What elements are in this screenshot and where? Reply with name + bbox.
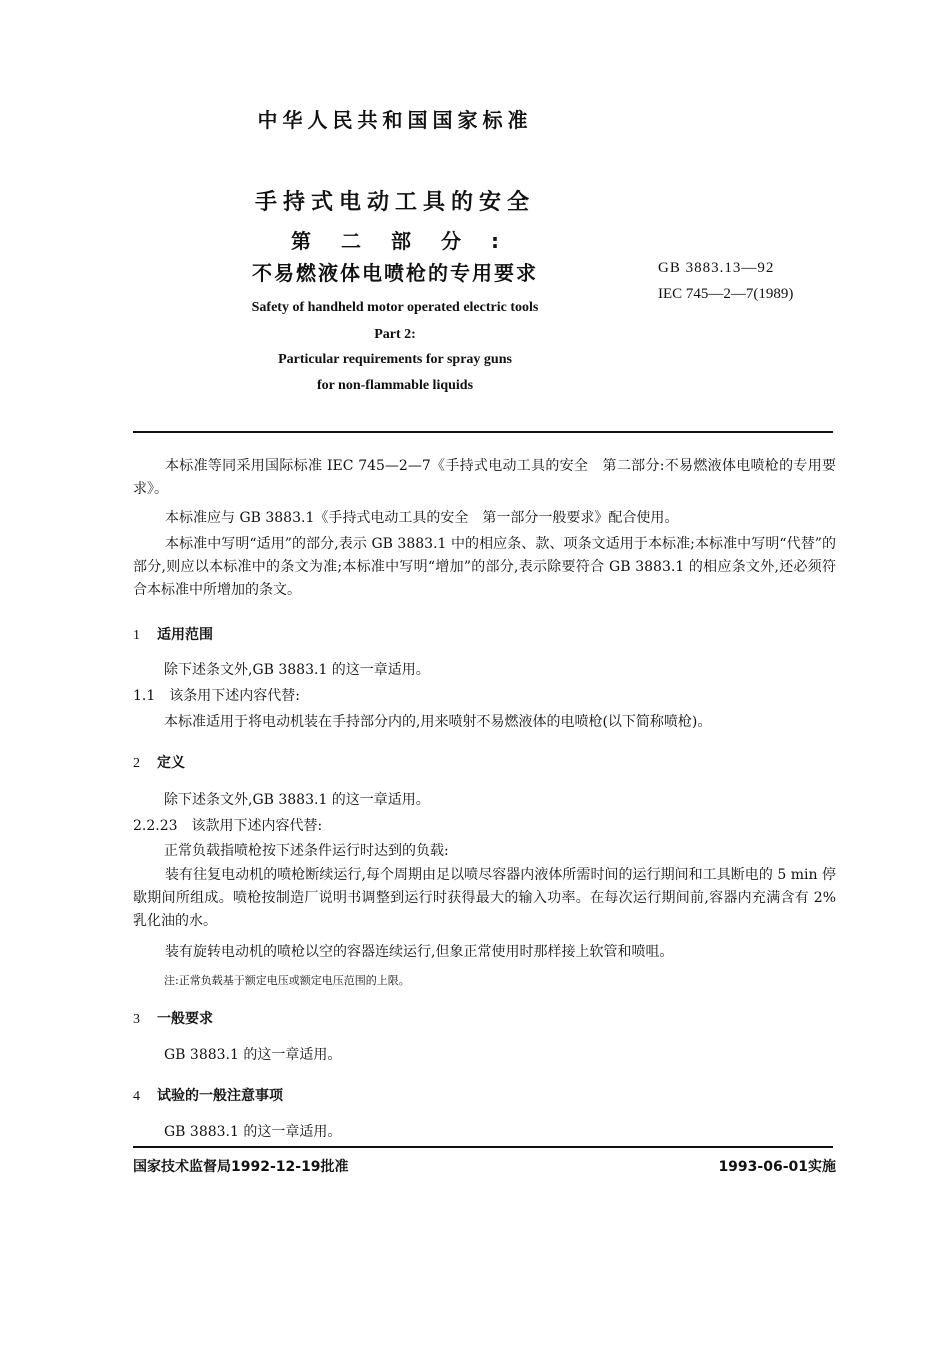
section-1-heading xyxy=(133,624,213,644)
bottom-divider xyxy=(133,1146,833,1148)
section-3-text: GB 3883.1 的这一章适用。 xyxy=(164,1047,342,1063)
section-number: 2 xyxy=(133,756,140,771)
section-1-text: 除下述条文外,GB 3883.1 的这一章适用。 xyxy=(164,662,430,678)
clause-2-2-23-label: 2.2.23 该款用下述内容代替: xyxy=(133,818,323,834)
section-title: 定义 xyxy=(157,755,185,771)
section-4-heading xyxy=(133,1085,283,1105)
top-divider xyxy=(133,431,833,433)
section-title: 适用范围 xyxy=(157,627,213,643)
title-line-3: 不易燃液体电喷枪的专用要求 xyxy=(252,261,538,285)
english-title-line-2: Part 2: xyxy=(374,327,416,342)
approval-date: 国家技术监督局1992-12-19批准 xyxy=(133,1159,349,1175)
title-line-1: 手持式电动工具的安全 xyxy=(254,190,535,215)
clause-1-1-text: 本标准适用于将电动机装在手持部分内的,用来喷射不易燃液体的电喷枪(以下简称喷枪)。 xyxy=(164,714,712,730)
english-title-line-4: for non-flammable liquids xyxy=(316,378,474,393)
section-2-heading xyxy=(133,752,185,772)
section-title: 试验的一般注意事项 xyxy=(157,1088,283,1104)
section-number: 4 xyxy=(133,1089,140,1104)
note-text: 注:正常负载基于额定电压或额定电压范围的上限。 xyxy=(164,974,410,987)
reciprocating-motor-paragraph: 装有往复电动机的喷枪断续运行,每个周期由足以喷尽容器内液体所需时间的运行期间和工具断电的 5 min 停歇期间所组成。喷枪按制造厂说明书调整到运行时获得最大的输入功率。在每次运行期间前,容器内充满含有 2%乳化油的水。 xyxy=(133,867,836,929)
section-title: 一般要求 xyxy=(157,1011,213,1027)
national-standard-heading: 中华人民共和国国家标准 xyxy=(257,108,533,132)
english-title-line-3: Particular requirements for spray guns xyxy=(278,352,512,367)
iec-number: IEC 745—2—7(1989) xyxy=(658,286,794,302)
section-number: 1 xyxy=(133,628,140,643)
section-3-heading xyxy=(133,1008,213,1028)
rotating-motor-paragraph: 装有旋转电动机的喷枪以空的容器连续运行,但象正常使用时那样接上软管和喷咀。 xyxy=(165,944,674,960)
intro-paragraph-1: 本标准等同采用国际标准 IEC 745—2—7《手持式电动工具的安全 第二部分:不易燃液体电喷枪的专用要求》。 xyxy=(133,458,836,497)
effective-date: 1993-06-01实施 xyxy=(718,1159,836,1175)
intro-paragraph-2: 本标准应与 GB 3883.1《手持式电动工具的安全 第一部分一般要求》配合使用。 xyxy=(165,510,679,526)
section-number: 3 xyxy=(133,1012,140,1027)
intro-paragraph-3: 本标准中写明“适用”的部分,表示 GB 3883.1 中的相应条、款、项条文适用于本标准;本标准中写明“代替”的部分,则应以本标准中的条文为准;本标准中写明“增加”的部分,表示除要符合 GB 3883.1 的相应条文外,还必须符合本标准中所增加的条文。 xyxy=(133,536,836,598)
standard-number: GB 3883.13—92 xyxy=(658,260,775,276)
section-4-text: GB 3883.1 的这一章适用。 xyxy=(164,1124,342,1140)
clause-1-1-label: 1.1 该条用下述内容代替: xyxy=(133,688,300,704)
clause-2-2-23-text: 正常负载指喷枪按下述条件运行时达到的负载: xyxy=(164,843,449,859)
english-title-line-1: Safety of handheld motor operated electric tools xyxy=(251,300,539,315)
section-2-text: 除下述条文外,GB 3883.1 的这一章适用。 xyxy=(164,792,430,808)
title-line-2: 第二部分: xyxy=(291,229,529,253)
